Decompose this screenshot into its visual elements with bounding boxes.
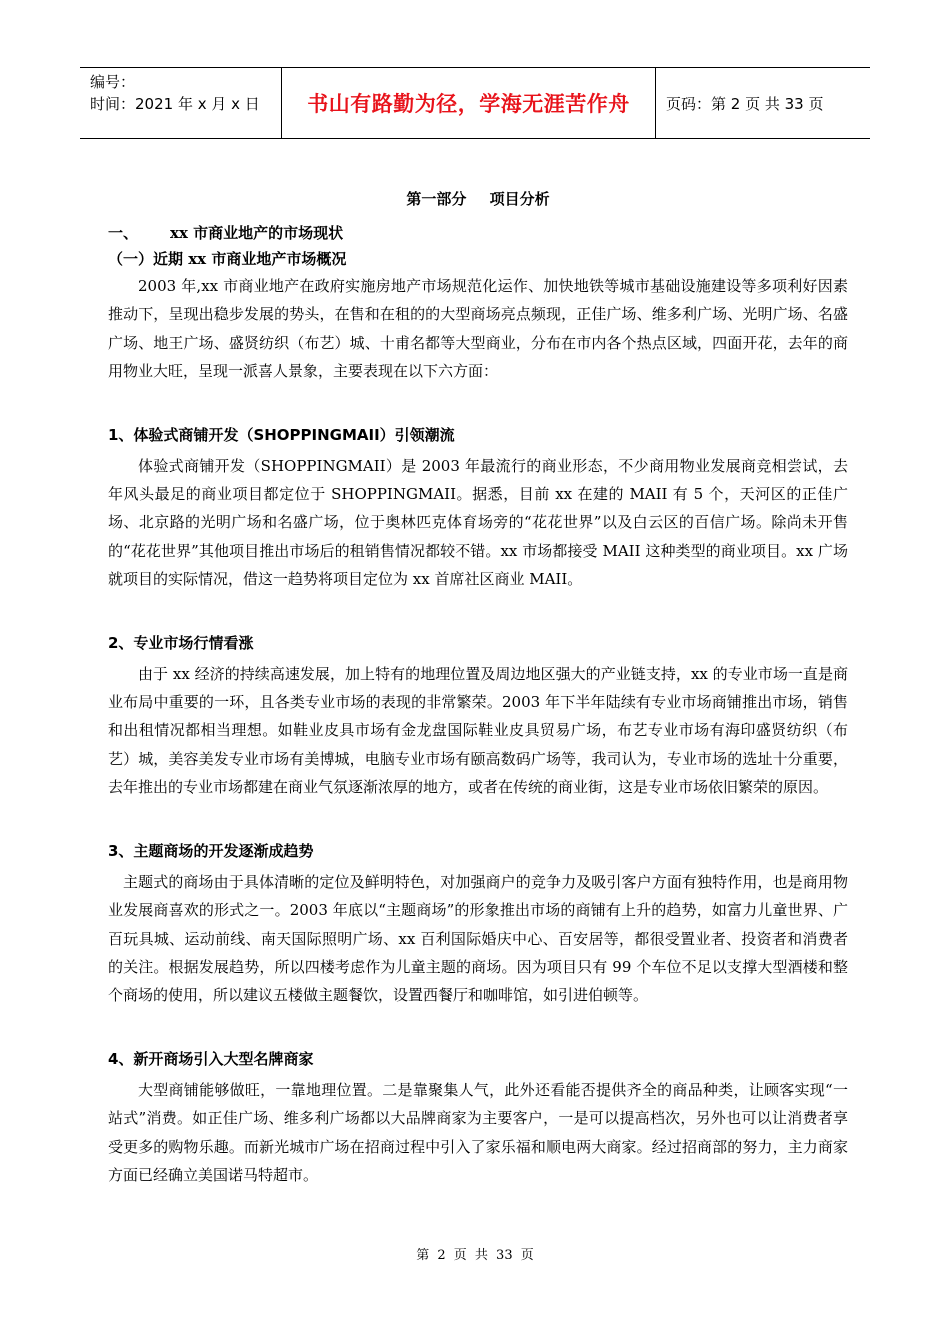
- section-heading: [108, 220, 848, 246]
- header-motto: 书山有路勤为径，学海无涯苦作舟: [282, 68, 656, 138]
- header-meta-cell: [80, 68, 282, 138]
- topic-heading-4: 4、新开商场引入大型名牌商家: [108, 1049, 314, 1068]
- topic-heading-1: 1、体验式商铺开发（SHOPPINGMAII）引领潮流: [108, 425, 455, 444]
- page-header: [80, 67, 870, 139]
- topic-paragraph-2: 由于 xx 经济的持续高速发展，加上特有的地理位置及周边地区强大的产业链支持，xx 的专业市场一直是商业布局中重要的一环，且各类专业市场的表现的非常繁荣。2003 年下半年陆续有专业市场商铺推出市场，销售和出租情况都相当理想。如鞋业皮具市场有金龙盘国际鞋业皮具贸易广场，布艺专业市场有海印盛贤纺织（布艺）城，美容美发专业市场有美博城，电脑专业市场有颐高数码广场等，我司认为，专业市场的选址十分重要，去年推出的专业市场都建在商业气氛逐渐浓厚的地方，或者在传统的商业街，这是专业市场依旧繁荣的原因。: [108, 664, 848, 797]
- page-footer: 第 2 页 共 33 页: [416, 1248, 534, 1263]
- topic-paragraph-1: 体验式商铺开发（SHOPPINGMAII）是 2003 年最流行的商业形态，不少商用物业发展商竞相尝试，去年风头最足的商业项目都定位于 SHOPPINGMAII。据悉，目前 xx 在建的 MAII 有 5 个，天河区的正佳广场、北京路的光明广场和名盛广场，位于奥林匹克体育场旁的“花花世界”以及白云区的百信广场。除尚未开售的“花花世界”其他项目推出市场后的租销售情况都较不错。xx 市场都接受 MAII 这种类型的商业项目。xx 广场就项目的实际情况，借这一趋势将项目定位为 xx 首席社区商业 MAII。: [108, 456, 848, 589]
- header-time-label: 时间：2021 年 x 月 x 日: [90, 95, 260, 113]
- header-number-label: 编号：: [90, 73, 136, 91]
- subsection-heading: （一）近期 xx 市商业地产市场概况: [108, 250, 347, 268]
- topic-heading-2: 2、专业市场行情看涨: [108, 633, 254, 652]
- topic-heading-3: 3、主题商场的开发逐渐成趋势: [108, 841, 314, 860]
- part-title: 第一部分 项目分析: [406, 190, 550, 208]
- intro-paragraph: 2003 年,xx 市商业地产在政府实施房地产市场规范化运作、加快地铁等城市基础设施建设等多项利好因素推动下，呈现出稳步发展的势头，在售和在租的的大型商场亮点频现，正佳广场、维多利广场、光明广场、名盛广场、地王广场、盛贤纺织（布艺）城、十甫名都等大型商业，分布在市内各个热点区域，四面开花，去年的商用物业大旺，呈现一派喜人景象，主要表现在以下六方面：: [108, 277, 848, 381]
- section-title: xx 市商业地产的市场现状: [170, 224, 344, 242]
- header-page-label: 页码：第 2 页 共 33 页: [666, 94, 824, 113]
- topic-paragraph-4: 大型商铺能够做旺，一靠地理位置。二是靠聚集人气，此外还看能否提供齐全的商品种类，让顾客实现“一站式”消费。如正佳广场、维多利广场都以大品牌商家为主要客户，一是可以提高档次，另外也可以让消费者享受更多的购物乐趣。而新光城市广场在招商过程中引入了家乐福和顺电两大商家。经过招商部的努力，主力商家方面已经确立美国诺马特超市。: [108, 1080, 848, 1184]
- section-number: 一、: [108, 224, 139, 242]
- document-body: [108, 188, 848, 1189]
- topic-paragraph-3: 主题式的商场由于具体清晰的定位及鲜明特色，对加强商户的竞争力及吸引客户方面有独特作用，也是商用物业发展商喜欢的形式之一。2003 年底以“主题商场”的形象推出市场的商铺有上升的趋势，如富力儿童世界、广百玩具城、运动前线、南天国际照明广场、xx 百利国际婚庆中心、百安居等，都很受置业者、投资者和消费者的关注。根据发展趋势，所以四楼考虑作为儿童主题的商场。因为项目只有 99 个车位不足以支撑大型酒楼和整个商场的使用，所以建议五楼做主题餐饮，设置西餐厅和咖啡馆，如引进伯顿等。: [108, 872, 848, 1005]
